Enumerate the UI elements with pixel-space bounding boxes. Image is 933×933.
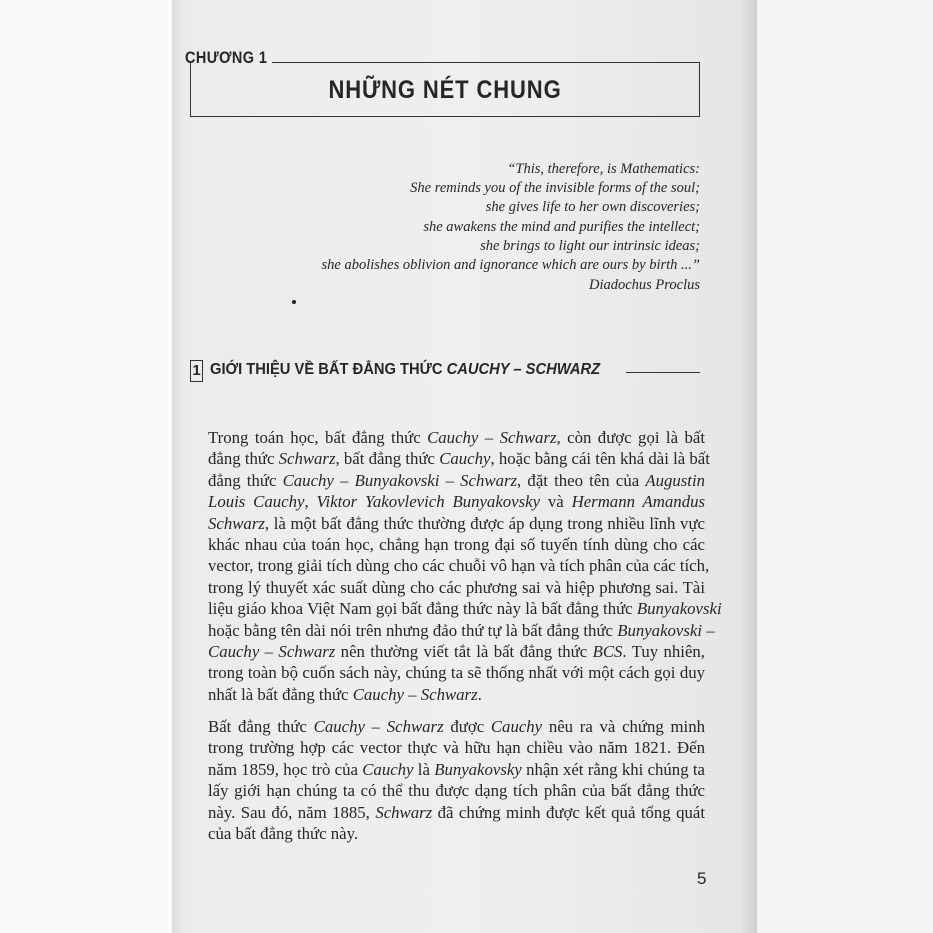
text: Trong toán học, bất đẳng thức [208,428,428,447]
text: , là một bất đẳng thức thường được áp dụng trong nhiều lĩnh vực [264,513,705,533]
epigraph [322,160,700,295]
text: Bất đẳng thức [208,717,314,736]
text-line [208,427,705,448]
chapter-title-box [190,62,700,117]
text: đã chứng minh được kết quả tổng quát [432,802,705,822]
epigraph-line: she abolishes oblivion and ignorance which are ours by birth ...” [321,257,700,274]
text: nên thường viết tắt là bất đẳng thức [335,641,593,661]
text-line [208,491,705,512]
section-title-italic: CAUCHY – SCHWARZ [446,361,601,378]
italic-text: Cauchy – Schwarz [352,684,478,704]
text: . Tuy nhiên, [622,641,705,661]
epigraph-line: she awakens the mind and purifies the intellect; [423,218,700,235]
text: là [413,759,435,779]
italic-text: Schwarz [208,513,265,533]
italic-text: Hermann Amandus [571,492,705,512]
ink-dot [292,300,296,304]
text: nêu ra và chứng minh [542,717,706,736]
text-line [208,737,705,758]
epigraph-author: Diadochus Proclus [588,277,700,294]
text-line [208,620,715,641]
chapter-title: NHỮNG NÉT CHUNG [328,76,562,104]
text-line [208,759,705,780]
text: trong lý thuyết xác suất dùng cho các phương sai và hiệp phương sai. Tài [208,577,705,597]
italic-text: Bunyakovski [636,599,722,619]
text-line [208,513,705,534]
text-line [208,598,722,619]
text: , [304,492,317,512]
epigraph-line: She reminds you of the invisible forms of the soul; [410,180,700,197]
text: trong toàn bộ cuốn sách này, chúng ta sẽ thống nhất với một cách gọi duy [208,663,705,683]
text: lấy giới hạn chúng ta có thể thu được dạng tích phân của bất đẳng thức [208,781,705,801]
paragraph-2 [208,716,705,844]
italic-text: Bunyakovski – [617,620,715,640]
text: . [477,684,482,704]
epigraph-line: “This, therefore, is Mathematics: [507,161,700,177]
text: của bất đẳng thức này. [208,823,359,843]
text: , hoặc bằng cái tên khá dài là bất [490,449,710,469]
text-line [208,641,705,662]
italic-text: Augustin [645,470,706,490]
section-rule [626,372,700,373]
page-gutter [0,0,172,933]
italic-text: Schwarz [278,449,336,469]
text: và [540,492,572,512]
paragraph-1 [208,427,722,705]
text: vector, trong giải tích dùng cho các chuỗi vô hạn và tích phân của các tích, [208,556,710,576]
text: này. Sau đó, năm 1885, [208,802,376,822]
text-line [208,684,705,705]
chapter-label: CHƯƠNG 1 [185,48,268,67]
section-title [210,361,600,379]
section-title-text: GIỚI THIỆU VỀ BẤT ĐẲNG THỨC [210,361,447,378]
italic-text: Cauchy [439,449,491,469]
text: đẳng thức [208,470,283,490]
text-line [208,448,710,469]
text-line [208,780,705,801]
italic-text: BCS [592,641,623,661]
italic-text: Cauchy – Schwarz [313,717,444,736]
italic-text: Cauchy [490,717,543,736]
text-line [208,555,710,576]
italic-text: Cauchy – Bunyakovski – Schwarz [282,470,518,490]
text: , còn được gọi là bất [556,428,705,447]
text: , bất đẳng thức [335,449,440,469]
text: đẳng thức [208,449,279,469]
text: năm 1859, học trò của [208,759,363,779]
italic-text: Cauchy [362,759,414,779]
text: hoặc bằng tên dài nói trên nhưng đảo thứ tự là bất đẳng thức [208,620,618,640]
text: nhất là bất đẳng thức [208,684,353,704]
text-line [208,802,705,823]
text: trong trường hợp các vector thực và hữu hạn chiều vào năm 1821. Đến [208,738,705,758]
text-line [208,823,705,844]
page-number: 5 [697,869,707,888]
text: khác nhau của toán học, chẳng hạn trong đại số tuyến tính dùng cho các [208,534,705,554]
italic-text: Viktor Yakovlevich Bunyakovsky [316,492,541,512]
text: , đặt theo tên của [517,470,646,490]
italic-text: Louis Cauchy [208,492,305,512]
text-line [208,534,705,555]
section-number: 1 [190,360,203,382]
text-line [208,662,705,683]
italic-text: Bunyakovsky [434,759,522,779]
italic-text: Cauchy – Schwarz [427,428,557,447]
text: được [443,717,491,736]
text: liệu giáo khoa Việt Nam gọi bất đẳng thức này là bất đẳng thức [208,599,637,619]
epigraph-line: she brings to light our intrinsic ideas; [480,237,700,254]
text: nhận xét rằng khi chúng ta [521,759,705,779]
epigraph-line: she gives life to her own discoveries; [485,199,700,216]
text-line [208,577,705,598]
italic-text: Schwarz [375,802,433,822]
text-line [208,470,705,491]
italic-text: Cauchy – Schwarz [208,641,336,661]
text-line [208,716,705,737]
